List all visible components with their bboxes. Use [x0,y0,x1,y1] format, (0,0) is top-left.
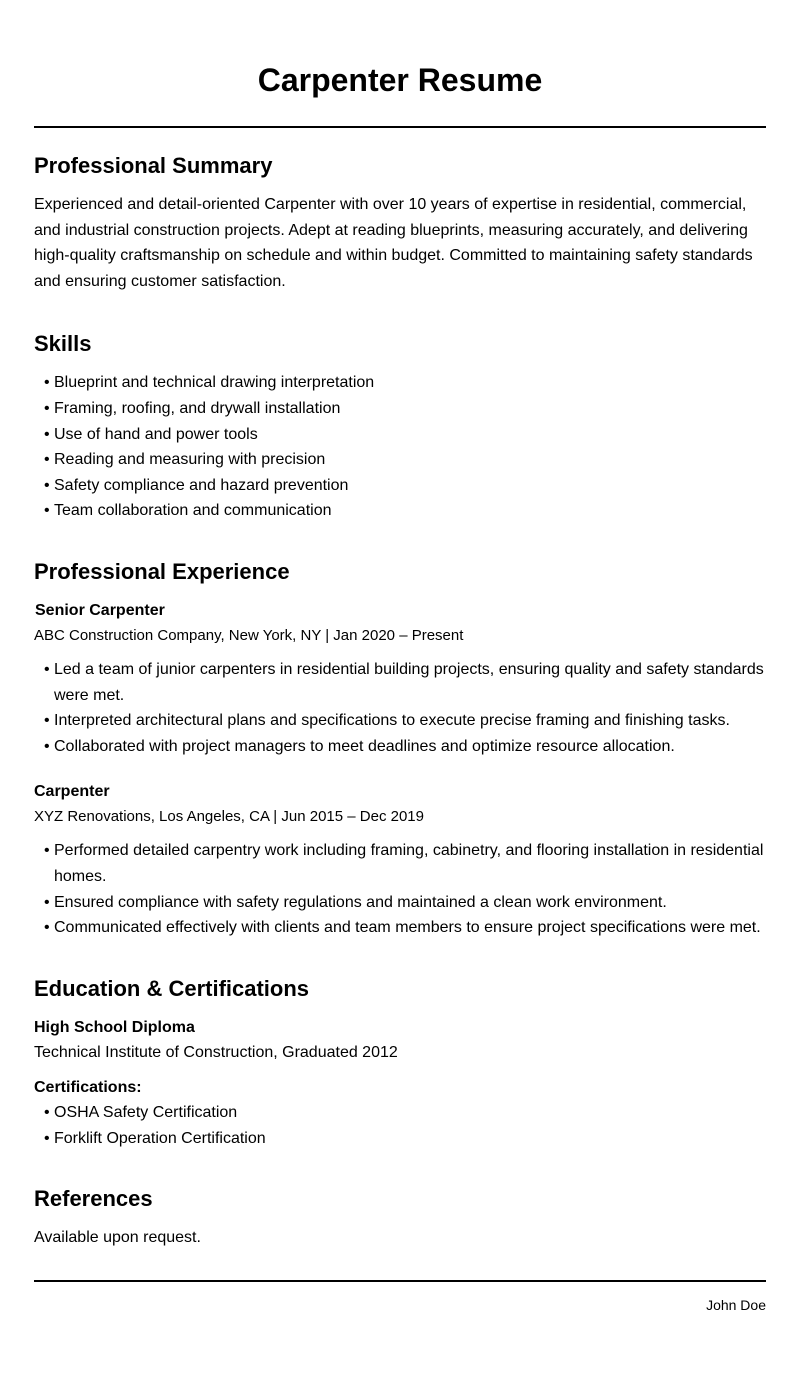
job-bullet: • Collaborated with project managers to meet deadlines and optimize resource allocation. [34,734,766,760]
footer-name: John Doe [706,1297,766,1314]
skill-item: • Use of hand and power tools [34,422,766,448]
skills-heading: Skills [34,331,92,357]
job-meta: ABC Construction Company, New York, NY | Jan 2020 – Present [34,626,464,644]
job-title: Senior Carpenter [35,601,165,619]
skill-item: • Reading and measuring with precision [34,447,766,473]
job-bullets [34,838,766,940]
job-bullets [34,657,766,759]
job-bullet: • Ensured compliance with safety regulations and maintained a clean work environment. [34,890,766,916]
skill-item: • Team collaboration and communication [34,498,766,524]
education-heading: Education & Certifications [34,975,310,1001]
summary-heading: Professional Summary [34,153,273,178]
job-entry [34,779,766,940]
job-meta: XYZ Renovations, Los Angeles, CA | Jun 2015 – Dec 2019 [34,808,424,826]
school-text: Technical Institute of Construction, Graduated 2012 [34,1043,398,1061]
certification-item: • Forklift Operation Certification [34,1126,766,1152]
certifications-label: Certifications: [34,1079,142,1097]
skill-item: • Framing, roofing, and drywall installation [34,396,766,422]
job-entry [34,598,766,759]
bottom-divider [34,1280,766,1282]
job-bullet: • Communicated effectively with clients and team members to ensure project specifications were met. [34,915,766,941]
skill-item: • Blueprint and technical drawing interpretation [34,370,766,396]
job-bullet: • Interpreted architectural plans and specifications to execute precise framing and finishing tasks. [34,708,766,734]
job-bullet: • Led a team of junior carpenters in residential building projects, ensuring quality and safety standards were met. [34,657,766,708]
summary-text: Experienced and detail-oriented Carpenter with over 10 years of expertise in residential, commercial, and industrial construction projects. Adept at reading blueprints, measuring accurately, and delivering high-quality craftsmanship on schedule and within budget. Committed to maintaining safety standards and ensuring customer satisfaction. [34,196,753,290]
job-bullet: • Performed detailed carpentry work including framing, cabinetry, and flooring installation in residential homes. [34,838,766,889]
references-text: Available upon request. [34,1229,201,1247]
experience-heading: Professional Experience [34,558,290,584]
education-entry [34,1015,766,1152]
top-divider [34,126,766,128]
page-title: Carpenter Resume [257,62,543,98]
references-heading: References [34,1186,153,1212]
certification-item: • OSHA Safety Certification [34,1100,766,1126]
skill-item: • Safety compliance and hazard prevention [34,473,766,499]
resume-page [34,0,766,1315]
job-title: Carpenter [34,783,110,801]
certifications-list [34,1100,766,1151]
skills-list [34,370,766,524]
degree-title: High School Diploma [34,1018,195,1036]
